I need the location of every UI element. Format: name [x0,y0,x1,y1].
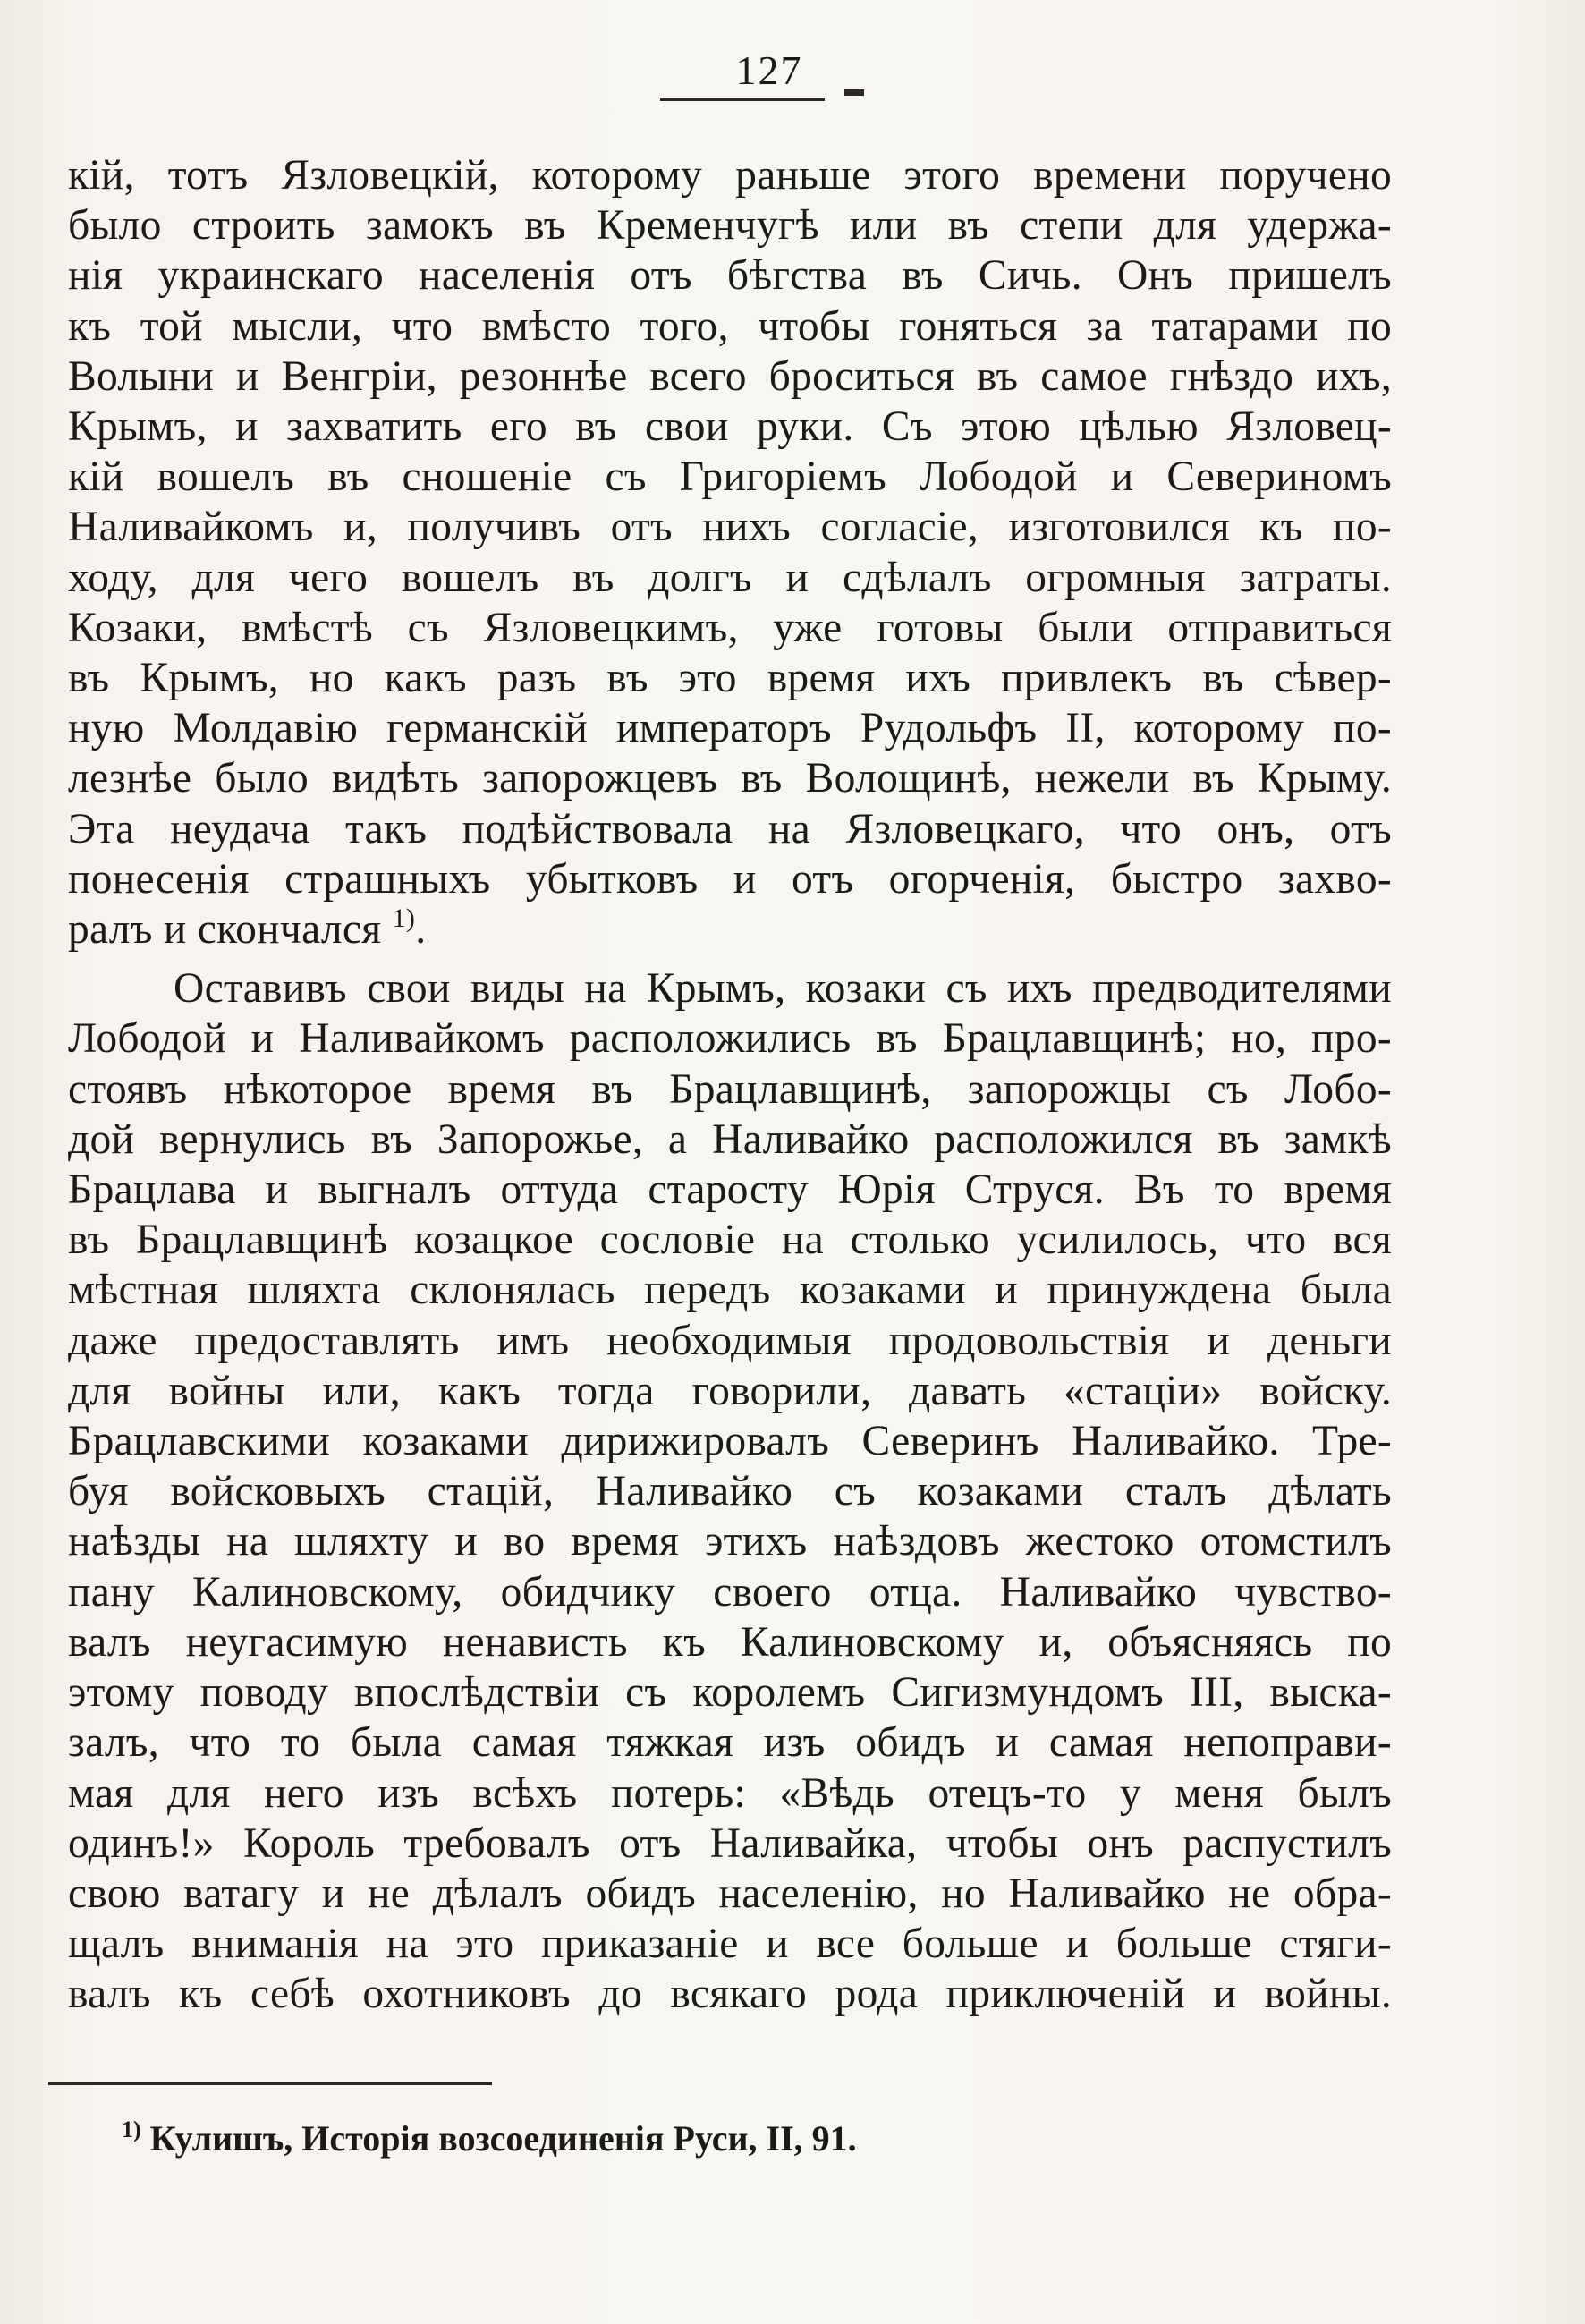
text-line: Брацлава и выгналъ оттуда старосту Юрія Струся. Въ то время [68,1166,1392,1214]
text-line: Волыни и Венгріи, резоннѣе всего броситься въ самое гнѣздо ихъ, [68,352,1392,400]
text-line: щалъ вниманія на это приказаніе и все больше и больше стяги- [68,1921,1392,1968]
text-line: понесенія страшныхъ убытковъ и отъ огорченія, быстро захво- [68,855,1392,903]
text-line: Эта неудача такъ подѣйствовала на Язловецкаго, что онъ, отъ [68,805,1392,852]
text-line: одинъ!» Король требовалъ отъ Наливайка, чтобы онъ распустилъ [68,1819,1392,1867]
text-line: лезнѣе было видѣть запорожцевъ въ Волощинѣ, нежели въ Крыму. [68,755,1392,802]
last-line-text: ралъ и скончался [68,906,382,954]
page-number-dash [844,89,864,96]
footnote [122,2116,1195,2161]
text-line: въ Брацлавщинѣ козацкое сословіе на столько усилилось, что вся [68,1217,1392,1264]
text-line: ходу, для чего вошелъ въ долгъ и сдѣлалъ огромныя затраты. [68,554,1392,601]
text-line: валъ неугасимую ненависть къ Калиновскому и, объясняясь по [68,1618,1392,1666]
text-line: нія украинскаго населенія отъ бѣгства въ Сичь. Онъ пришелъ [68,252,1392,300]
page-number-rule [660,98,825,101]
text-line: этому поводу впослѣдствіи съ королемъ Сигизмундомъ III, выска- [68,1669,1392,1717]
text-line: Оставивъ свои виды на Крымъ, козаки съ ихъ предводителями [174,965,1392,1013]
text-line: Наливайкомъ и, получивъ отъ нихъ согласіе, изготовился къ по- [68,504,1392,551]
text-line: мѣстная шляхта склонялась передъ козаками и принуждена была [68,1267,1392,1314]
text-line: для войны или, какъ тогда говорили, давать «стаціи» войску. [68,1367,1392,1414]
text-line: свою ватагу и не дѣлалъ обидъ населенію, но Наливайко не обра- [68,1870,1392,1917]
text-line: Крымъ, и захватить его въ свои руки. Съ этою цѣлью Язловец- [68,403,1392,451]
text-line: пану Калиновскому, обидчику своего отца. Наливайко чувство- [68,1568,1392,1616]
text-line-last [68,904,1392,954]
text-line: Лободой и Наливайкомъ расположились въ Брацлавщинѣ; но, про- [68,1015,1392,1063]
footnote-text: Кулишъ, Исторія возсоединенія Руси, II, 91. [149,2118,857,2159]
text-line: дой вернулись въ Запорожье, а Наливайко расположился въ замкѣ [68,1115,1392,1163]
paragraph-1 [68,150,1392,954]
text-line: было строить замокъ въ Кременчугѣ или въ степи для удержа- [68,202,1392,250]
text-line: наѣзды на шляхту и во время этихъ наѣздовъ жестоко отомстилъ [68,1518,1392,1565]
text-line: валъ къ себѣ охотниковъ до всякаго рода приключеній и войны. [68,1971,1392,2018]
text-line: кій вошелъ въ сношеніе съ Григоріемъ Лободой и Севериномъ [68,454,1392,501]
text-line: Козаки, вмѣстѣ съ Язловецкимъ, уже готовы были отправиться [68,604,1392,651]
text-line: буя войсковыхъ стацій, Наливайко съ козаками сталъ дѣлать [68,1468,1392,1515]
text-line: Брацлавскими козаками дирижировалъ Северинъ Наливайко. Тре- [68,1418,1392,1465]
text-line: стоявъ нѣкоторое время въ Брацлавщинѣ, запорожцы съ Лобо- [68,1065,1392,1113]
page-number: 127 [735,47,803,93]
footnote-marker: 1) [122,2116,141,2142]
last-line-end: . [415,906,427,954]
text-line: кій, тотъ Язловецкій, которому раньше этого времени поручено [68,152,1392,199]
text-line: въ Крымъ, но какъ разъ въ это время ихъ привлекъ въ сѣвер- [68,655,1392,702]
text-line: залъ, что то была самая тяжкая изъ обидъ и самая непоправи- [68,1719,1392,1767]
paragraph-2 [68,963,1392,2019]
text-line: даже предоставлять имъ необходимыя продовольствія и деньги [68,1317,1392,1364]
text-line: къ той мысли, что вмѣсто того, чтобы гоняться за татарами по [68,302,1392,350]
body-text [68,150,1392,2020]
footnote-rule [48,2082,492,2085]
footnote-reference: 1) [392,903,416,934]
text-line: ную Молдавію германскій императоръ Рудольфъ II, которому по- [68,705,1392,752]
text-line: мая для него изъ всѣхъ потерь: «Вѣдь отецъ-то у меня былъ [68,1769,1392,1817]
